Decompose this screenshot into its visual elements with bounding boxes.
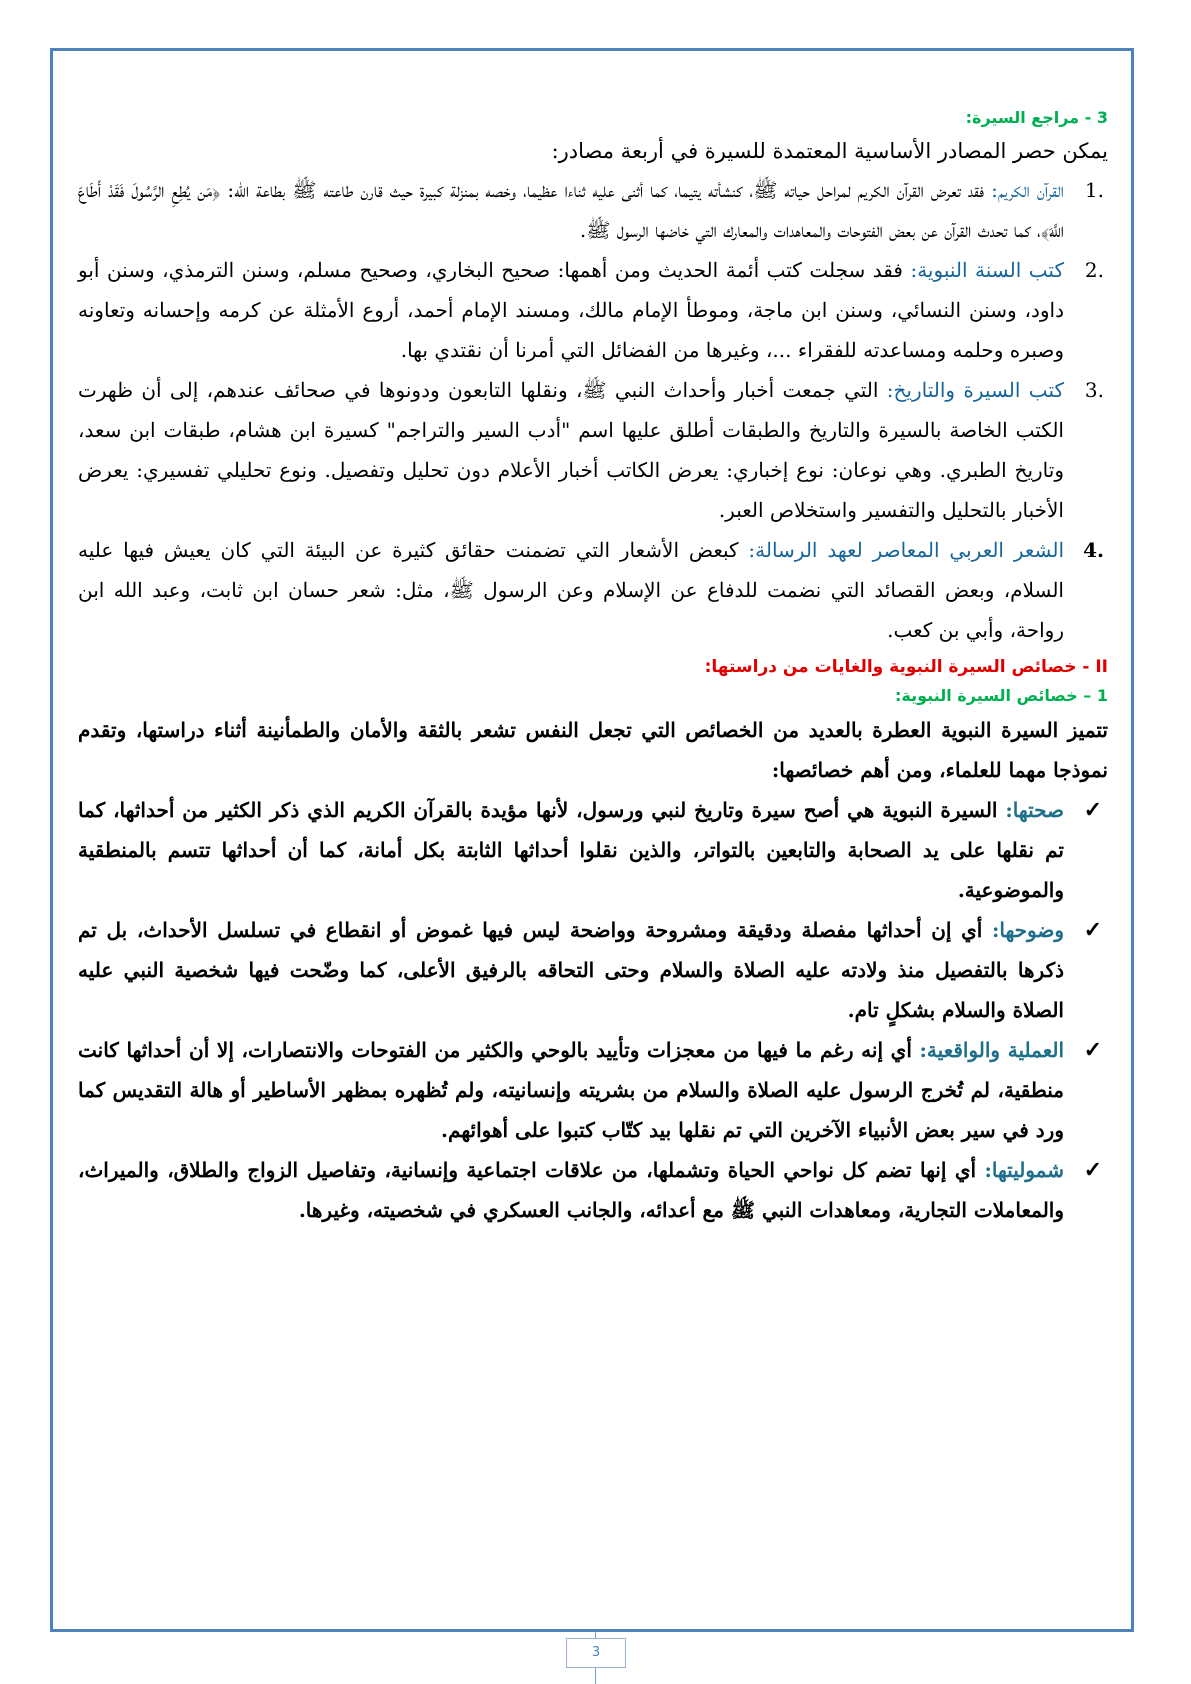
- item-text: أي إنه رغم ما فيها من معجزات وتأييد بالوحي والكثير من الفتوحات والانتصارات، إلا أن أحداثها كانت منطقية، لم تُخرج الرسول عليه الصلاة والسلام من بشريته وإنسانيته، ولم تُظهره بمظهر الأساطير أو هالة التقديس كما ورد في سير بعض الأنبياء الآخرين التي تم نقلها بيد كتّاب كتبوا على أهوائهم.: [78, 1038, 1064, 1142]
- checkmark-icon: ✓: [1083, 1157, 1102, 1183]
- section-heading-II: II - خصائص السيرة النبوية والغايات من دراستها:: [704, 657, 1108, 677]
- checkmark-icon: ✓: [1083, 1037, 1102, 1063]
- checkmark-icon: ✓: [1083, 797, 1102, 823]
- document-body: [78, 104, 1108, 1230]
- item-lead: وضوحها:: [991, 918, 1064, 942]
- item-lead: كتب السيرة والتاريخ:: [886, 378, 1064, 402]
- list-item: [78, 790, 1108, 910]
- item-lead: شموليتها:: [984, 1158, 1064, 1182]
- list-item: [78, 170, 1108, 250]
- list-item: [78, 530, 1108, 650]
- item-lead: كتب السنة النبوية:: [910, 258, 1064, 282]
- item-lead: العملية والواقعية:: [919, 1038, 1064, 1062]
- page-number: 3: [566, 1638, 626, 1668]
- list-marker: 1.: [1084, 178, 1104, 202]
- item-text: التي جمعت أخبار وأحداث النبي ﷺ، ونقلها التابعون ودونوها في صحائف عندهم، إلى أن ظهرت الكتب الخاصة بالسيرة والتاريخ والطبقات أطلق عليها اسم "أدب السير والتراجم" كسيرة ابن هشام، طبقات ابن سعد، وتاريخ الطبري. وهي نوعان: نوع إخباري: يعرض الكاتب أخبار الأعلام دون تحليل وتفصيل. ونوع تحليلي تفسيري: يعرض الأخبار بالتحليل والتفسير واستخلاص العبر.: [78, 378, 1064, 522]
- list-item: [78, 250, 1108, 370]
- item-lead: صحتها:: [1005, 798, 1064, 822]
- sources-list: [78, 170, 1108, 650]
- features-intro: تتميز السيرة النبوية العطرة بالعديد من الخصائص التي تجعل النفس تشعر بالثقة والأمان والطمأنينة أثناء دراستها، وتقدم نموذجا مهما للعلماء، ومن أهم خصائصها:: [78, 718, 1108, 782]
- item-lead: الشعر العربي المعاصر لعهد الرسالة:: [748, 538, 1065, 562]
- item-text: السيرة النبوية هي أصح سيرة وتاريخ لنبي ورسول، لأنها مؤيدة بالقرآن الكريم الذي ذكر الكثير من أحداثها، كما تم نقلها على يد الصحابة والتابعين بالتواتر، والذين نقلوا أحداثها الثابتة بكل أمانة، كما أن أحداثها تتسم بالمنطقية والموضوعية.: [78, 798, 1064, 902]
- features-list: [78, 790, 1108, 1230]
- list-item: [78, 1150, 1108, 1230]
- heading-features: 1 – خصائص السيرة النبوية:: [895, 686, 1108, 705]
- item-text: أي إنها تضم كل نواحي الحياة وتشملها، من علاقات اجتماعية وإنسانية، وتفاصيل الزواج والطلاق، والميراث، والمعاملات التجارية، ومعاهدات النبي ﷺ مع أعدائه، والجانب العسكري في شخصيته، وغيرها.: [78, 1158, 1064, 1222]
- checkmark-icon: ✓: [1083, 917, 1102, 943]
- item-text: كبعض الأشعار التي تضمنت حقائق كثيرة عن البيئة التي كان يعيش فيها عليه السلام، وبعض القصائد التي نضمت للدفاع عن الإسلام وعن الرسول ﷺ، مثل: شعر حسان ابن ثابت، وعبد الله ابن رواحة، وأبي بن كعب.: [78, 538, 1064, 642]
- item-text: فقد تعرض القرآن الكريم لمراحل حياته ﷺ، كنشأته يتيما، كما أثنى عليه ثناءا عظيما، وخصه بمنزلة كبيرة حيث قارن طاعته ﷺ بطاعة الله: ﴿مَن يُطِعِ الرَّسُولَ فَقَدْ أَطَاعَ اللَّهَ﴾، كما تحدث القرآن عن بعض الفتوحات والمعاهدات والمعارك التي خاضها الرسول ﷺ.: [78, 178, 1064, 242]
- intro-text: يمكن حصر المصادر الأساسية المعتمدة للسيرة في أربعة مصادر:: [551, 139, 1108, 163]
- item-text: فقد سجلت كتب أئمة الحديث ومن أهمها: صحيح البخاري، وصحيح مسلم، وسنن الترمذي، وسنن أبو داود، وسنن النسائي، وسنن ابن ماجة، وموطأ الإمام مالك، ومسند الإمام أحمد، أروع الأمثلة عن كرمه وإحسانه وتعاونه وصبره وحلمه ومساعدته للفقراء ...، وغيرها من الفضائل التي أمرنا أن نقتدي بها.: [78, 258, 1064, 362]
- heading-sources: 3 - مراجع السيرة:: [965, 108, 1108, 127]
- list-item: [78, 1030, 1108, 1150]
- list-item: [78, 910, 1108, 1030]
- item-lead: القرآن الكريم:: [991, 178, 1064, 202]
- list-marker: 2.: [1084, 258, 1104, 282]
- list-marker: 3.: [1084, 378, 1104, 402]
- item-text: أي إن أحداثها مفصلة ودقيقة ومشروحة وواضحة ليس فيها غموض أو انقطاع في تسلسل الأحداث، بل تم ذكرها بالتفصيل منذ ولادته عليه الصلاة والسلام وحتى التحاقه بالرفيق الأعلى، كما وضّحت فيها شخصية النبي عليه الصلاة والسلام بشكلٍ تام.: [78, 918, 1064, 1022]
- list-item: [78, 370, 1108, 530]
- list-marker: 4.: [1083, 538, 1104, 562]
